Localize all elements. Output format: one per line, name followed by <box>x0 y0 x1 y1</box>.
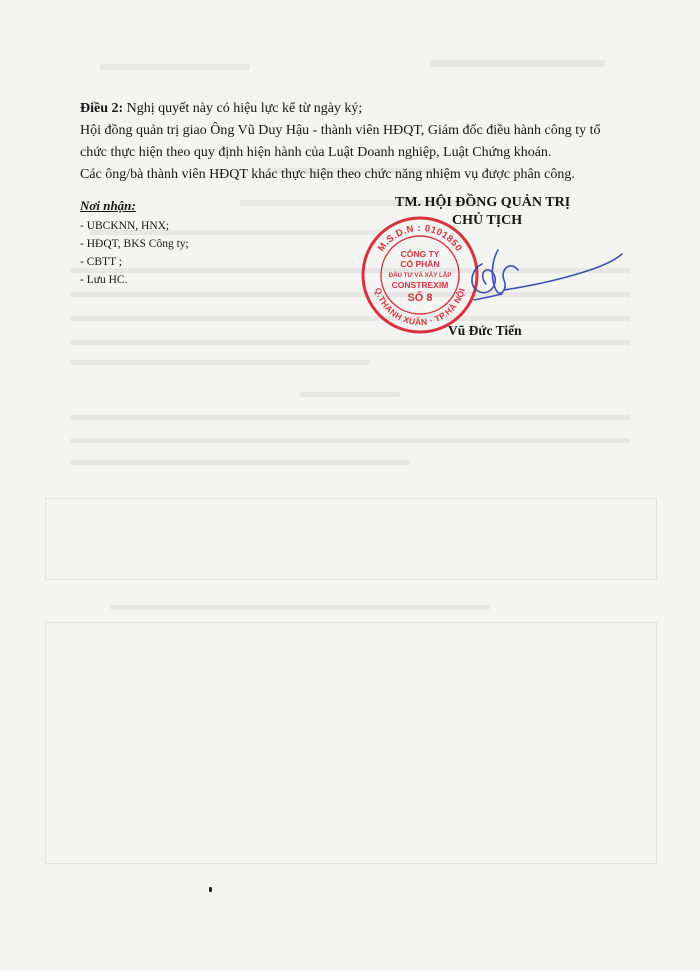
seal-line-2: CỔ PHẦN <box>400 259 440 269</box>
seal-line-3: ĐẦU TƯ VÀ XÂY LẮP <box>388 272 452 279</box>
ghost-text <box>110 605 490 610</box>
recipients-title: Nơi nhận: <box>80 198 136 213</box>
ink-speck <box>209 887 212 892</box>
ghost-text <box>430 60 605 67</box>
recipients-block <box>80 197 189 289</box>
handwritten-signature <box>440 230 630 320</box>
ghost-text <box>300 392 400 397</box>
recipients-list <box>80 217 189 289</box>
article-text: Nghị quyết này có hiệu lực kể từ ngày ký; <box>123 101 363 116</box>
signer-name: Vũ Đức Tiến <box>448 323 522 338</box>
resolution-body <box>80 98 620 186</box>
recipient-item: - HĐQT, BKS Công ty; <box>80 238 189 250</box>
signature-block <box>360 195 630 355</box>
article-2 <box>80 98 620 120</box>
seal-line-1: CÔNG TY <box>400 249 440 259</box>
recipient-item: - Lưu HC. <box>80 274 128 286</box>
seal-bottom-text: Q.THANH XUÂN · TP.HÀ NỘI <box>373 286 467 328</box>
signature-title: TM. HỘI ĐỒNG QUẢN TRỊ <box>395 195 571 210</box>
ghost-table <box>45 622 657 864</box>
paragraph-assignment: Hội đồng quản trị giao Ông Vũ Duy Hậu - thành viên HĐQT, Giám đốc điều hành công ty tổ chức thực hiện theo quy định hiện hành của Luật Doanh nghiệp, Luật Chứng khoán. <box>80 123 601 160</box>
seal-ring-text: M.S.D.N : 0101850 <box>375 222 465 254</box>
ghost-text <box>70 438 630 443</box>
ghost-text <box>70 460 410 465</box>
seal-line-4: CONSTREXIM <box>391 280 449 290</box>
ghost-text <box>70 415 630 420</box>
seal-line-5: SỐ 8 <box>407 292 433 304</box>
recipient-item: - UBCKNN, HNX; <box>80 220 170 232</box>
signature-role: CHỦ TỊCH <box>452 213 523 228</box>
recipient-item: - CBTT ; <box>80 256 122 268</box>
article-label: Điều 2: <box>80 101 124 116</box>
ghost-text <box>100 64 250 70</box>
ghost-text <box>70 360 370 365</box>
ghost-table <box>45 498 657 580</box>
paragraph-members: Các ông/bà thành viên HĐQT khác thực hiện theo chức năng nhiệm vụ được phân công. <box>80 167 575 182</box>
